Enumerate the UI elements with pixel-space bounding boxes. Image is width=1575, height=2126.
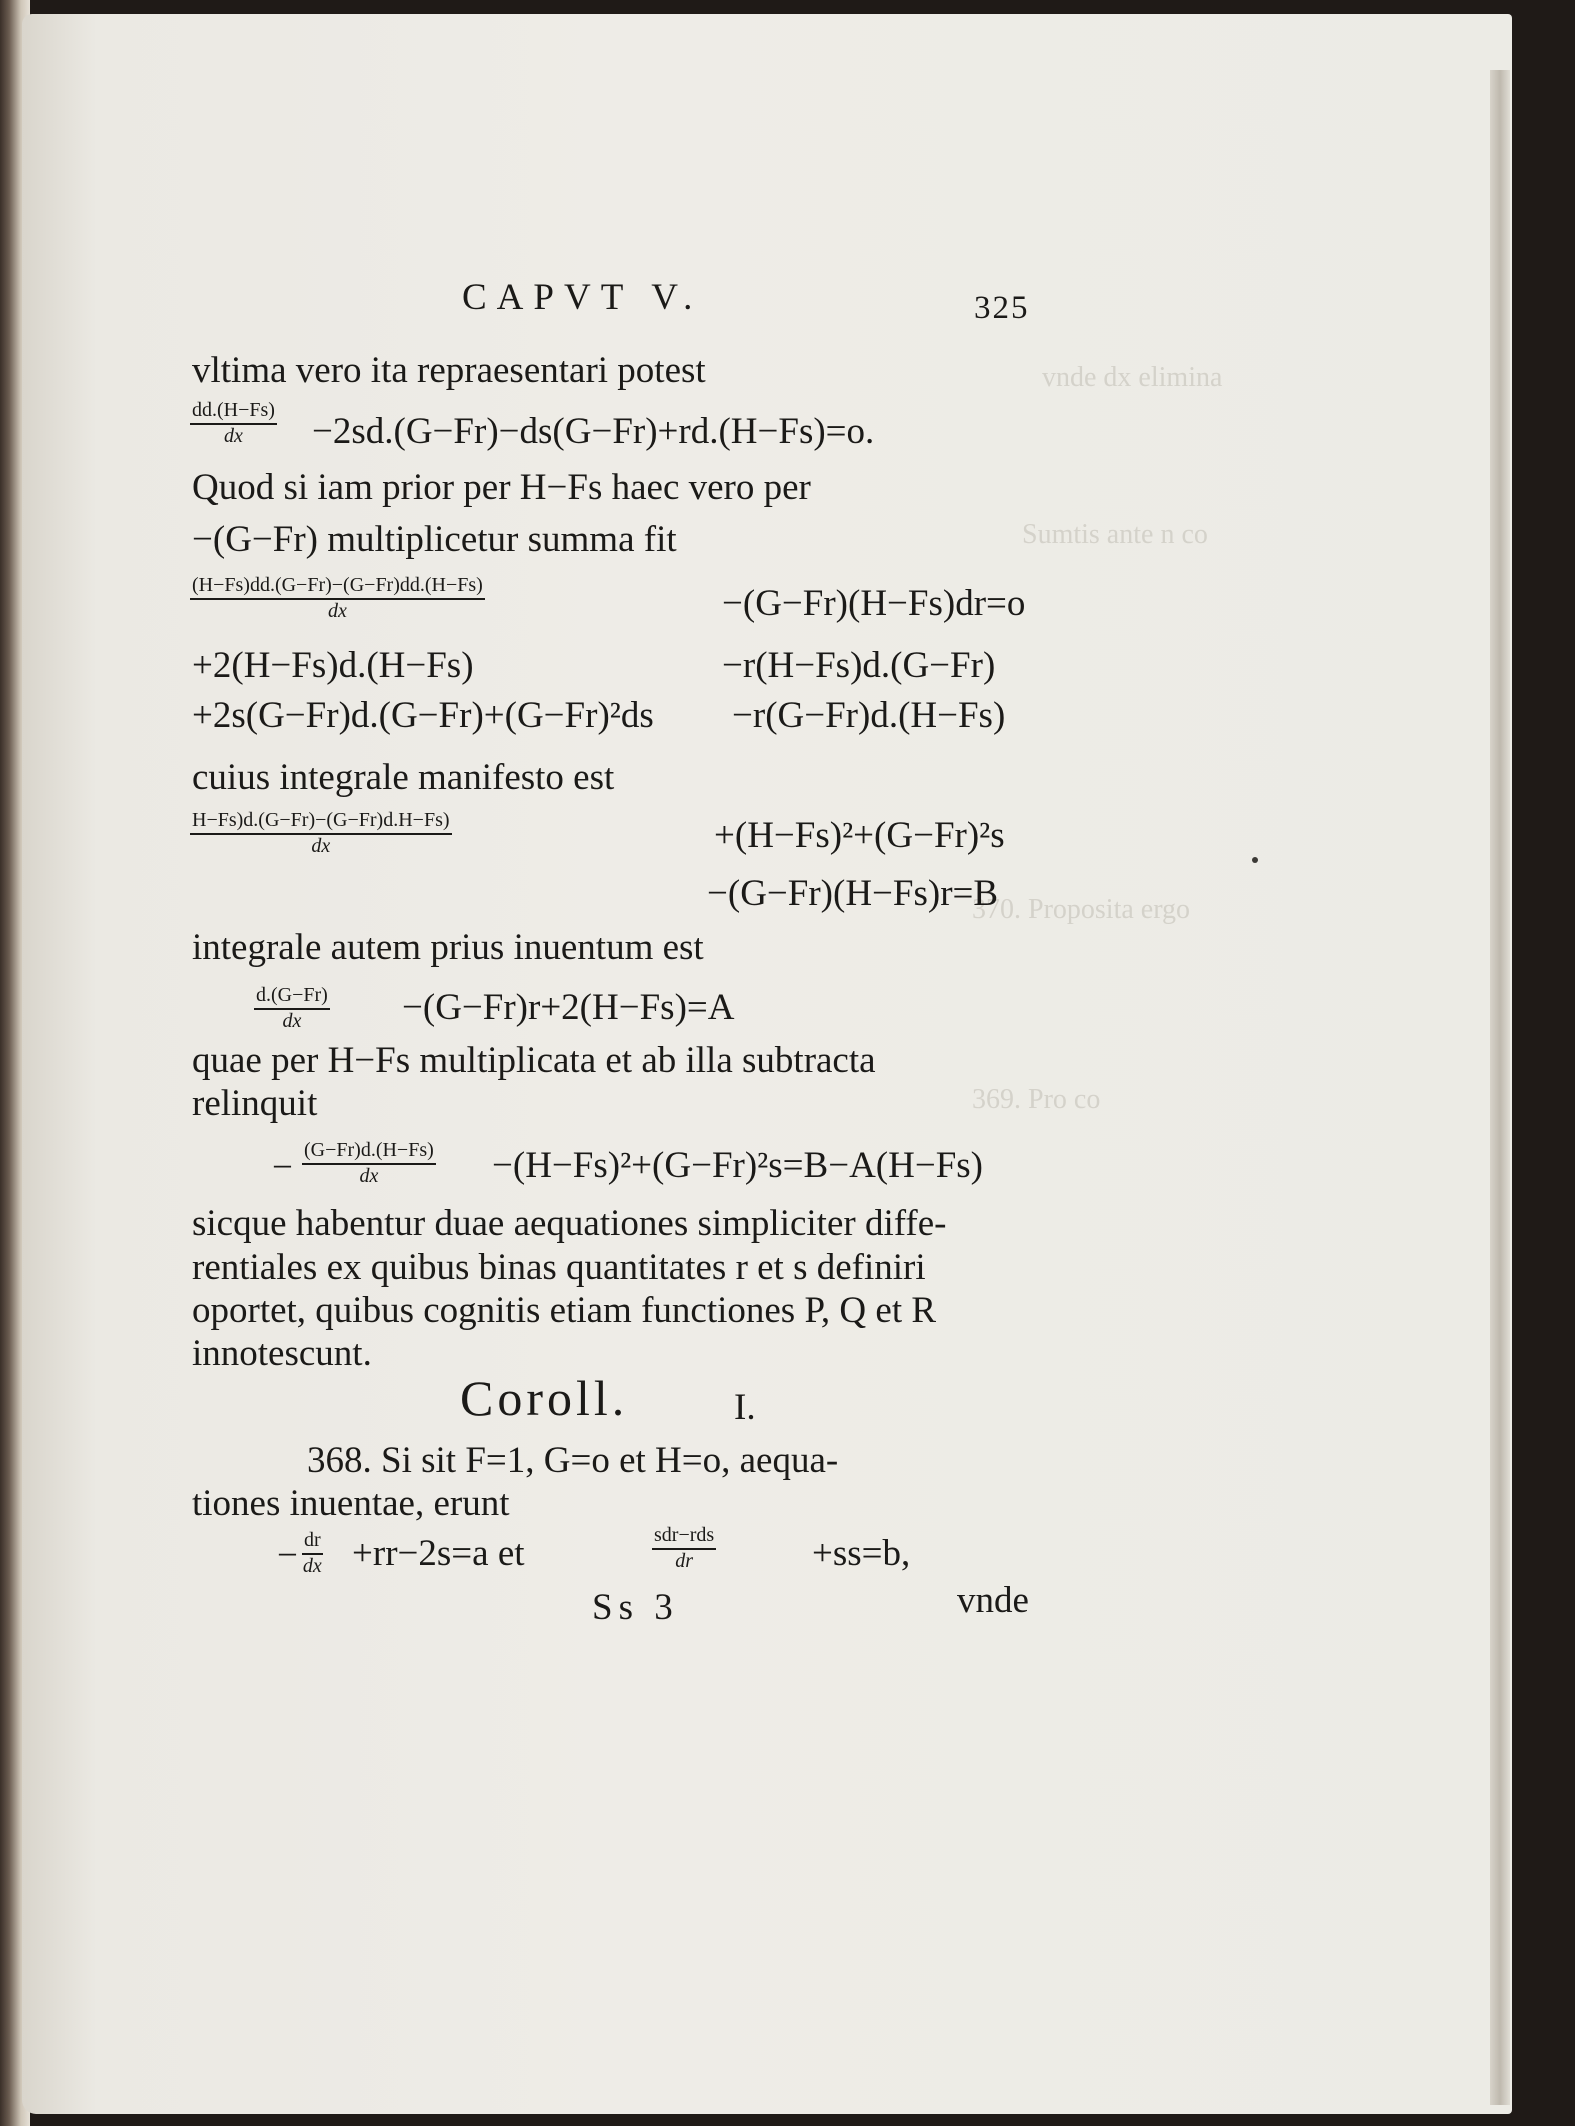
text-line: −(G−Fr) multiplicetur summa fit — [192, 519, 677, 560]
fraction-denominator: dx — [282, 1010, 302, 1032]
fraction-numerator: (G−Fr)d.(H−Fs) — [302, 1139, 436, 1165]
text-line: Quod si iam prior per H−Fs haec vero per — [192, 467, 811, 508]
fraction-denominator: dx — [224, 425, 243, 447]
ink-spot — [1252, 857, 1258, 863]
text-line: relinquit — [192, 1083, 318, 1124]
corollary-number: I. — [734, 1387, 756, 1428]
show-through-text: 369. Pro co — [972, 1084, 1101, 1115]
formula-line: −(G−Fr)(H−Fs)r=B — [707, 873, 999, 914]
formula-line: −r(G−Fr)d.(H−Fs) — [732, 695, 1006, 736]
fraction — [190, 574, 485, 623]
text-line: sicque habentur duae aequationes simpliciter diffe- — [192, 1203, 947, 1244]
formula-line: −(G−Fr)r+2(H−Fs)=A — [402, 987, 735, 1028]
formula-line: −r(H−Fs)d.(G−Fr) — [722, 645, 996, 686]
page-stack-edge — [1490, 70, 1510, 2105]
page-number: 325 — [974, 290, 1030, 326]
formula-line: +2(H−Fs)d.(H−Fs) — [192, 645, 474, 686]
formula-line: +rr−2s=a et — [352, 1533, 525, 1574]
formula-line: +2s(G−Fr)d.(G−Fr)+(G−Fr)²ds — [192, 695, 654, 736]
fraction-numerator: dr — [302, 1529, 323, 1555]
fraction — [254, 984, 330, 1033]
show-through-text: 370. Proposita ergo — [972, 894, 1191, 925]
formula-line: −(G−Fr)(H−Fs)dr=o — [722, 583, 1026, 624]
fraction-numerator: H−Fs)d.(G−Fr)−(G−Fr)d.H−Fs) — [190, 809, 452, 835]
signature-mark: Ss 3 — [592, 1587, 679, 1628]
running-head: CAPVT V. — [462, 277, 703, 318]
text-line: integrale autem prius inuentum est — [192, 927, 704, 968]
text-line: tiones inuentae, erunt — [192, 1483, 510, 1524]
text-line: oportet, quibus cognitis etiam functiones P, Q et R — [192, 1290, 937, 1331]
formula-line: −(H−Fs)²+(G−Fr)²s=B−A(H−Fs) — [492, 1145, 983, 1186]
fraction — [302, 1529, 323, 1578]
fraction-denominator: dx — [359, 1165, 379, 1187]
show-through-text: vnde dx elimina — [1042, 362, 1223, 393]
fraction-denominator: dx — [311, 835, 331, 857]
fraction-numerator: (H−Fs)dd.(G−Fr)−(G−Fr)dd.(H−Fs) — [190, 574, 485, 600]
fraction — [190, 399, 277, 448]
formula-line: +(H−Fs)²+(G−Fr)²s — [714, 815, 1005, 856]
text-line: 368. Si sit F=1, G=o et H=o, aequa- — [307, 1440, 839, 1481]
text-line: rentiales ex quibus binas quantitates r et s definiri — [192, 1247, 926, 1288]
fraction — [652, 1524, 716, 1573]
formula-line: −2sd.(G−Fr)−ds(G−Fr)+rd.(H−Fs)=o. — [312, 411, 875, 452]
minus-sign: − — [272, 1147, 293, 1188]
catchword: vnde — [957, 1580, 1029, 1621]
text-line: innotescunt. — [192, 1333, 372, 1374]
corollary-heading: Coroll. — [460, 1370, 629, 1426]
fraction-denominator: dx — [302, 1555, 322, 1577]
fraction — [190, 809, 452, 858]
formula-line: +ss=b, — [812, 1533, 911, 1574]
text-line: vltima vero ita repraesentari potest — [192, 350, 706, 391]
text-line: cuius integrale manifesto est — [192, 757, 615, 798]
minus-sign: − — [277, 1535, 298, 1576]
fraction — [302, 1139, 436, 1188]
paper-sheet — [22, 14, 1512, 2114]
fraction-numerator: d.(G−Fr) — [254, 984, 330, 1010]
text-line: quae per H−Fs multiplicata et ab illa subtracta — [192, 1040, 876, 1081]
fraction-numerator: dd.(H−Fs) — [190, 399, 277, 425]
fraction-numerator: sdr−rds — [652, 1524, 716, 1550]
fraction-denominator: dr — [675, 1550, 693, 1572]
show-through-text: Sumtis ante n co — [1022, 519, 1208, 550]
fraction-denominator: dx — [327, 600, 347, 622]
